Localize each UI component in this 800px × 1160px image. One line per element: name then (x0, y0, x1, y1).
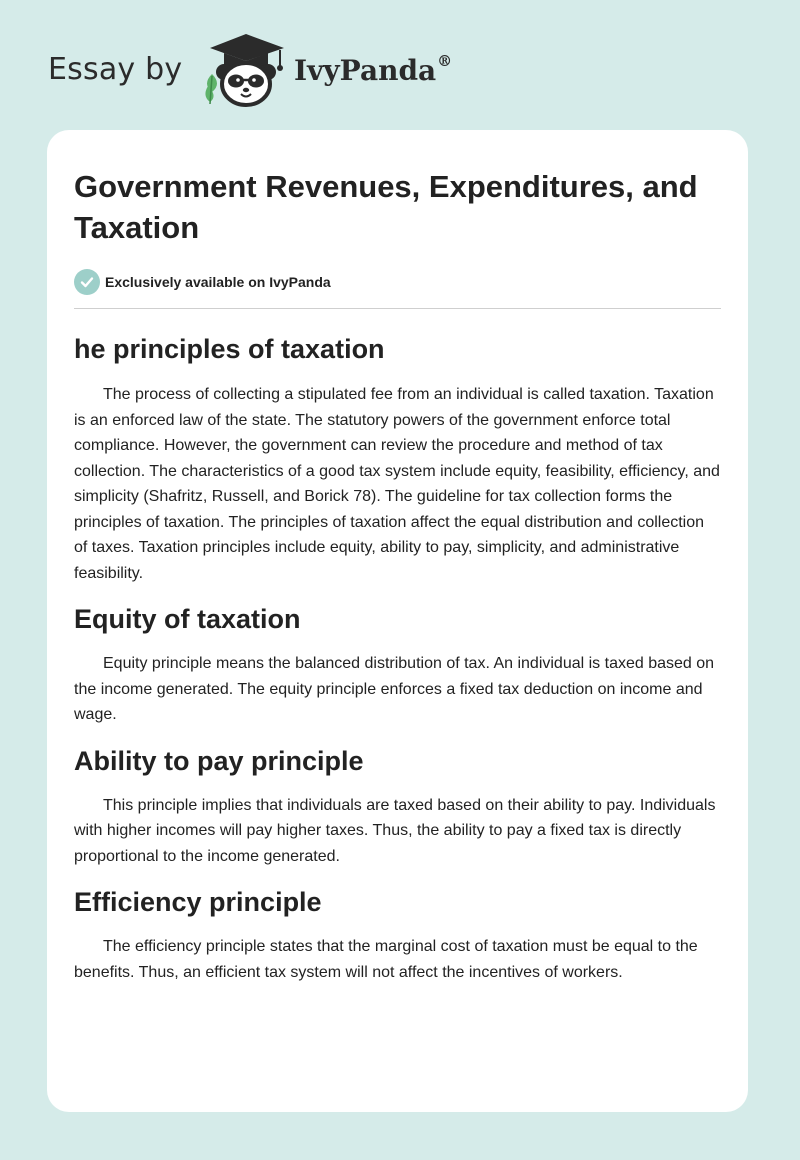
essay-by-label: Essay by (48, 52, 183, 87)
site-header (48, 34, 548, 110)
section-ability-to-pay (74, 744, 721, 870)
section-paragraph: The efficiency principle states that the marginal cost of taxation must be equal to the benefits. Thus, an efficient tax system will not affect the incentives of workers. (74, 938, 698, 981)
title-divider (74, 308, 721, 309)
essay-card (47, 130, 748, 1112)
section-paragraph: The process of collecting a stipulated fee from an individual is called taxation. Taxation is an enforced law of the state. The statutory powers of the government enforce total compliance. However, the government can review the procedure and method of tax collection. The characteristics of a good tax system include equity, feasibility, efficiency, and simplicity (Shafritz, Russell, and Borick 78). The guideline for tax collection forms the principles of taxation. The principles of taxation affect the equal distribution and collection of taxes. Taxation principles include equity, ability to pay, simplicity, and administrative feasibility. (74, 386, 720, 582)
section-heading: Ability to pay principle (74, 745, 364, 776)
brand-name[interactable] (294, 54, 452, 87)
exclusive-badge-text: Exclusively available on IvyPanda (105, 274, 331, 290)
section-paragraph: Equity principle means the balanced distribution of tax. An individual is taxed based on the income generated. The equity principle enforces a fixed tax deduction on income and wage. (74, 655, 715, 723)
brand-label: IvyPanda (294, 54, 437, 87)
checkmark-icon (74, 269, 100, 295)
section-paragraph: This principle implies that individuals are taxed based on their ability to pay. Individuals with higher incomes will pay higher taxes. Thus, the ability to pay a fixed tax is directly proportional to the income generated. (74, 796, 716, 865)
section-heading: Efficiency principle (74, 887, 322, 917)
section-heading: Equity of taxation (74, 604, 301, 634)
section-efficiency-principle (74, 885, 721, 985)
registered-mark: ® (437, 52, 453, 70)
exclusive-badge (74, 268, 721, 296)
panda-graduate-logo[interactable] (202, 34, 292, 110)
essay-title: Government Revenues, Expenditures, and Taxation (74, 169, 698, 245)
section-heading: he principles of taxation (74, 334, 385, 364)
section-equity-of-taxation (74, 602, 721, 728)
section-principles-of-taxation (74, 332, 721, 586)
